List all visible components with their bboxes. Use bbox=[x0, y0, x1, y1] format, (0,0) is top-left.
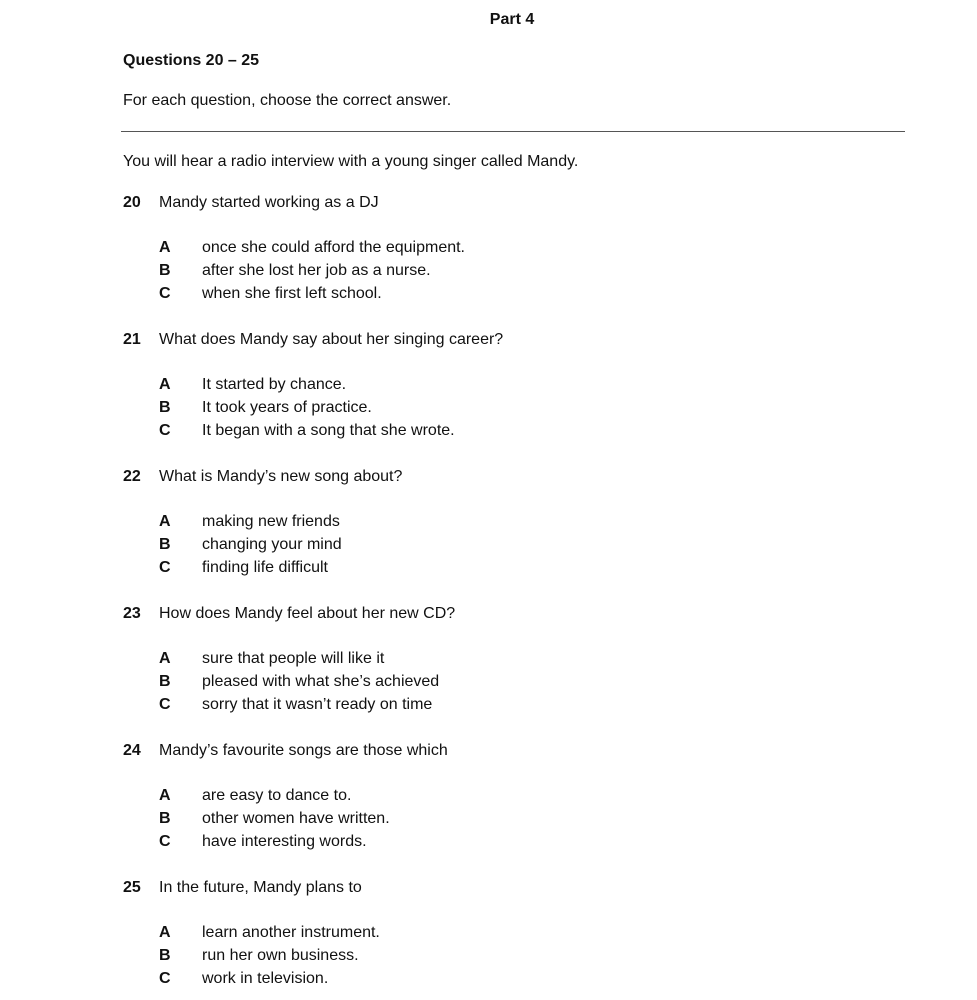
question-22 bbox=[123, 467, 883, 581]
option-text: It started by chance. bbox=[202, 376, 347, 393]
option-text: It began with a song that she wrote. bbox=[202, 422, 455, 439]
options-list bbox=[159, 375, 883, 444]
question-stem bbox=[123, 741, 883, 761]
option-a[interactable] bbox=[159, 238, 883, 261]
option-a[interactable] bbox=[159, 786, 883, 809]
question-24 bbox=[123, 741, 883, 855]
option-text: when she first left school. bbox=[202, 285, 382, 302]
question-text: How does Mandy feel about her new CD? bbox=[159, 605, 456, 622]
question-21 bbox=[123, 330, 883, 444]
option-b[interactable] bbox=[159, 946, 883, 969]
option-text: finding life difficult bbox=[202, 559, 328, 576]
instruction-text: For each question, choose the correct answer. bbox=[123, 92, 452, 109]
option-a[interactable] bbox=[159, 512, 883, 535]
question-number: 24 bbox=[123, 742, 141, 759]
option-b[interactable] bbox=[159, 672, 883, 695]
question-25 bbox=[123, 878, 883, 992]
options-list bbox=[159, 512, 883, 581]
option-letter: C bbox=[159, 970, 171, 987]
options-list bbox=[159, 649, 883, 718]
option-letter: B bbox=[159, 810, 171, 827]
option-b[interactable] bbox=[159, 398, 883, 421]
question-stem bbox=[123, 193, 883, 213]
option-letter: C bbox=[159, 696, 171, 713]
question-23 bbox=[123, 604, 883, 718]
option-letter: B bbox=[159, 536, 171, 553]
option-text: making new friends bbox=[202, 513, 340, 530]
question-20 bbox=[123, 193, 883, 307]
options-list bbox=[159, 923, 883, 992]
question-number: 23 bbox=[123, 605, 141, 622]
option-letter: C bbox=[159, 559, 171, 576]
question-text: Mandy started working as a DJ bbox=[159, 194, 379, 211]
option-text: changing your mind bbox=[202, 536, 342, 553]
option-a[interactable] bbox=[159, 375, 883, 398]
question-stem bbox=[123, 878, 883, 898]
question-stem bbox=[123, 467, 883, 487]
option-letter: A bbox=[159, 239, 171, 256]
option-b[interactable] bbox=[159, 809, 883, 832]
option-text: have interesting words. bbox=[202, 833, 367, 850]
option-text: pleased with what she’s achieved bbox=[202, 673, 440, 690]
question-stem bbox=[123, 330, 883, 350]
option-text: other women have written. bbox=[202, 810, 390, 827]
option-letter: C bbox=[159, 833, 171, 850]
part-title: Part 4 bbox=[489, 11, 535, 28]
option-a[interactable] bbox=[159, 649, 883, 672]
question-number: 25 bbox=[123, 879, 141, 896]
question-number: 20 bbox=[123, 194, 141, 211]
option-text: It took years of practice. bbox=[202, 399, 372, 416]
option-text: learn another instrument. bbox=[202, 924, 380, 941]
option-text: after she lost her job as a nurse. bbox=[202, 262, 431, 279]
option-c[interactable] bbox=[159, 421, 883, 444]
option-letter: B bbox=[159, 262, 171, 279]
divider bbox=[121, 131, 905, 132]
option-letter: A bbox=[159, 787, 171, 804]
option-b[interactable] bbox=[159, 261, 883, 284]
option-letter: B bbox=[159, 673, 171, 690]
option-letter: B bbox=[159, 399, 171, 416]
questions-heading: Questions 20 – 25 bbox=[123, 52, 260, 69]
question-text: What does Mandy say about her singing career? bbox=[159, 331, 504, 348]
options-list bbox=[159, 786, 883, 855]
option-text: run her own business. bbox=[202, 947, 359, 964]
option-letter: C bbox=[159, 422, 171, 439]
option-c[interactable] bbox=[159, 969, 883, 992]
option-text: are easy to dance to. bbox=[202, 787, 352, 804]
option-c[interactable] bbox=[159, 832, 883, 855]
question-text: In the future, Mandy plans to bbox=[159, 879, 362, 896]
question-text: What is Mandy’s new song about? bbox=[159, 468, 403, 485]
option-text: work in television. bbox=[202, 970, 329, 987]
option-letter: C bbox=[159, 285, 171, 302]
options-list bbox=[159, 238, 883, 307]
option-letter: A bbox=[159, 513, 171, 530]
question-number: 21 bbox=[123, 331, 141, 348]
option-c[interactable] bbox=[159, 284, 883, 307]
option-c[interactable] bbox=[159, 695, 883, 718]
option-text: once she could afford the equipment. bbox=[202, 239, 465, 256]
question-text: Mandy’s favourite songs are those which bbox=[159, 742, 448, 759]
option-c[interactable] bbox=[159, 558, 883, 581]
option-letter: A bbox=[159, 376, 171, 393]
option-letter: A bbox=[159, 650, 171, 667]
option-letter: B bbox=[159, 947, 171, 964]
option-letter: A bbox=[159, 924, 171, 941]
question-number: 22 bbox=[123, 468, 141, 485]
option-text: sure that people will like it bbox=[202, 650, 385, 667]
question-stem bbox=[123, 604, 883, 624]
option-a[interactable] bbox=[159, 923, 883, 946]
option-text: sorry that it wasn’t ready on time bbox=[202, 696, 433, 713]
option-b[interactable] bbox=[159, 535, 883, 558]
intro-text: You will hear a radio interview with a young singer called Mandy. bbox=[123, 153, 579, 170]
